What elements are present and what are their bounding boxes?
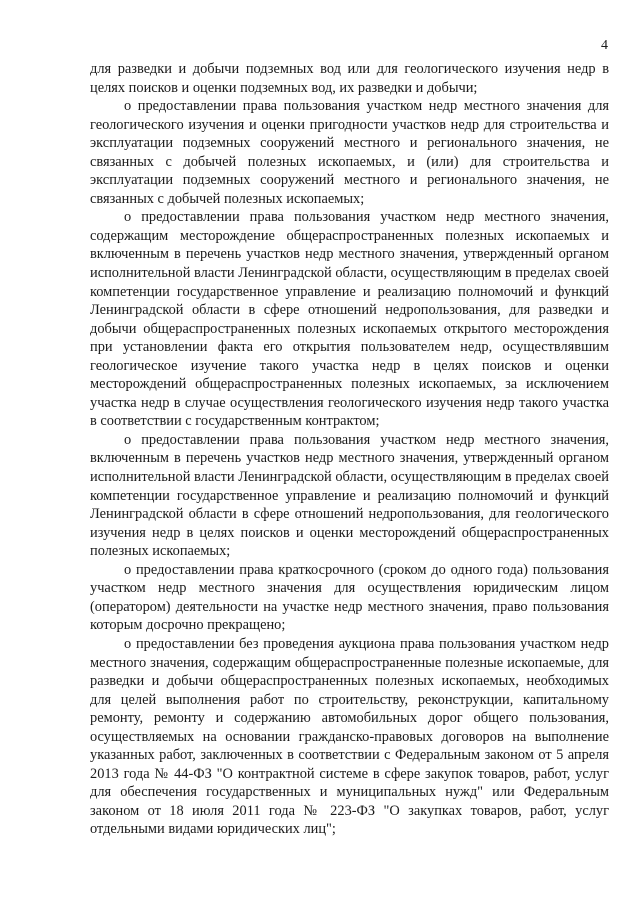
paragraph-discovered-deposit: о предоставлении права пользования участком недр местного значения, содержащим месторождение общераспространенных полезных ископаемых и включенным в перечень участков недр местного значения, утвержденный органом исполнительной власти Ленинградской области, осуществляющим в пределах своей компетенции государственное управление и реализацию полномочий и функций Ленинградской области в сфере отношений недропользования, для разведки и добычи общераспространенных полезных ископаемых открытого месторождения при установлении факта его открытия пользователем недр, осуществлявшим геологическое изучение такого участка недр в целях поисков и оценки месторождений общераспространенных полезных ископаемых, за исключением участка недр в случае осуществления геологического изучения недр такого участка в соответствии с государственным контрактом;: [90, 209, 609, 430]
paragraph-geological-study: о предоставлении права пользования участком недр местного значения, включенным в перечень участков недр местного значения, утвержденный органом исполнительной власти Ленинградской области, осуществляющим в пределах своей компетенции государственное управление и реализацию полномочий и функций Ленинградской области в сфере отношений недропользования, для геологического изучения недр в целях поисков и оценки месторождений общераспространенных полезных ископаемых;: [90, 431, 609, 560]
paragraph-short-term-use: о предоставлении права краткосрочного (сроком до одного года) пользования участком недр местного значения для осуществления юридическим лицом (оператором) деятельности на участке недр местного значения, право пользования которым досрочно прекращено;: [90, 561, 609, 634]
page-number: 4: [601, 38, 608, 53]
paragraph-continuation: для разведки и добычи подземных вод или для геологического изучения недр в целях поисков и оценки подземных вод, их разведки и добычи;: [90, 61, 609, 96]
paragraph-without-auction: о предоставлении без проведения аукциона права пользования участком недр местного значения, содержащим общераспространенные полезные ископаемые, для разведки и добычи общераспространенных полезных ископаемых, необходимых для целей выполнения работ по строительству, реконструкции, капитальному ремонту, ремонту и содержанию автомобильных дорог общего пользования, осуществляемых на основании гражданско-правовых договоров на выполнение указанных работ, заключенных в соответствии с Федеральным законом от 5 апреля 2013 года № 44-ФЗ "О контрактной системе в сфере закупок товаров, работ, услуг для обеспечения государственных и муниципальных нужд" или Федеральным законом от 18 июля 2011 года № 223-ФЗ "О закупках товаров, работ, услуг отдельными видами юридических лиц";: [90, 635, 609, 838]
document-body: [90, 60, 609, 839]
paragraph-underground-structures: о предоставлении права пользования участком недр местного значения для геологического изучения и оценки пригодности участков недр для строительства и эксплуатации подземных сооружений местного и регионального значения, не связанных с добычей полезных ископаемых, и (или) для строительства и эксплуатации подземных сооружений местного и регионального значения, не связанных с добычей полезных ископаемых;: [90, 98, 609, 207]
